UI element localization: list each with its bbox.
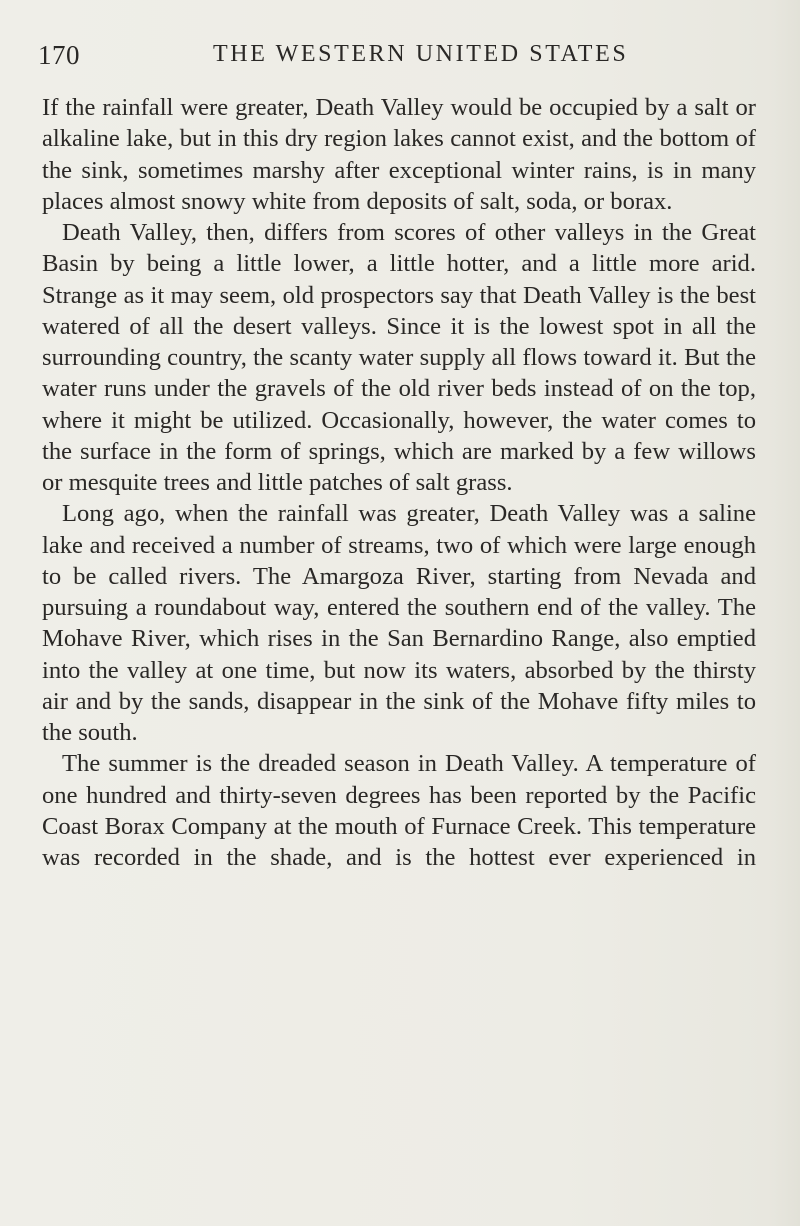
running-head [38, 40, 778, 80]
body-text [42, 92, 756, 873]
page-number: 170 [38, 40, 80, 70]
paragraph-1: If the rainfall were greater, Death Valley would be occupied by a salt or alkaline lake, but in this dry region lakes cannot exist, and the bottom of the sink, sometimes marshy after exceptional winter rains, is in many places almost snowy white from deposits of salt, soda, or borax. [42, 94, 756, 215]
paragraph-4: The summer is the dreaded season in Death Valley. A temperature of one hundred and thirty-seven degrees has been reported by the Pacific Coast Borax Company at the mouth of Furnace Creek. This temperature was recorded in the shade, and is the hottest ever experienced in [42, 750, 756, 871]
paragraph-2: Death Valley, then, differs from scores of other valleys in the Great Basin by being a little lower, a little hotter, and a little more arid. Strange as it may seem, old prospectors say that Death Valley is the best watered of all the desert valleys. Since it is the lowest spot in all the surrounding country, the scanty water supply all flows toward it. But the water runs under the gravels of the old river beds instead of on the top, where it might be utilized. Occasionally, however, the water comes to the surface in the form of springs, which are marked by a few willows or mesquite trees and little patches of salt grass. [42, 219, 756, 496]
paragraph-3: Long ago, when the rainfall was greater, Death Valley was a saline lake and received a number of streams, two of which were large enough to be called rivers. The Amargoza River, starting from Nevada and pursuing a roundabout way, entered the southern end of the valley. The Mohave River, which rises in the San Bernardino Range, also emptied into the valley at one time, but now its waters, absorbed by the thirsty air and by the sands, disappear in the sink of the Mohave fifty miles to the south. [42, 500, 756, 746]
running-title: THE WESTERN UNITED STATES [213, 41, 629, 67]
